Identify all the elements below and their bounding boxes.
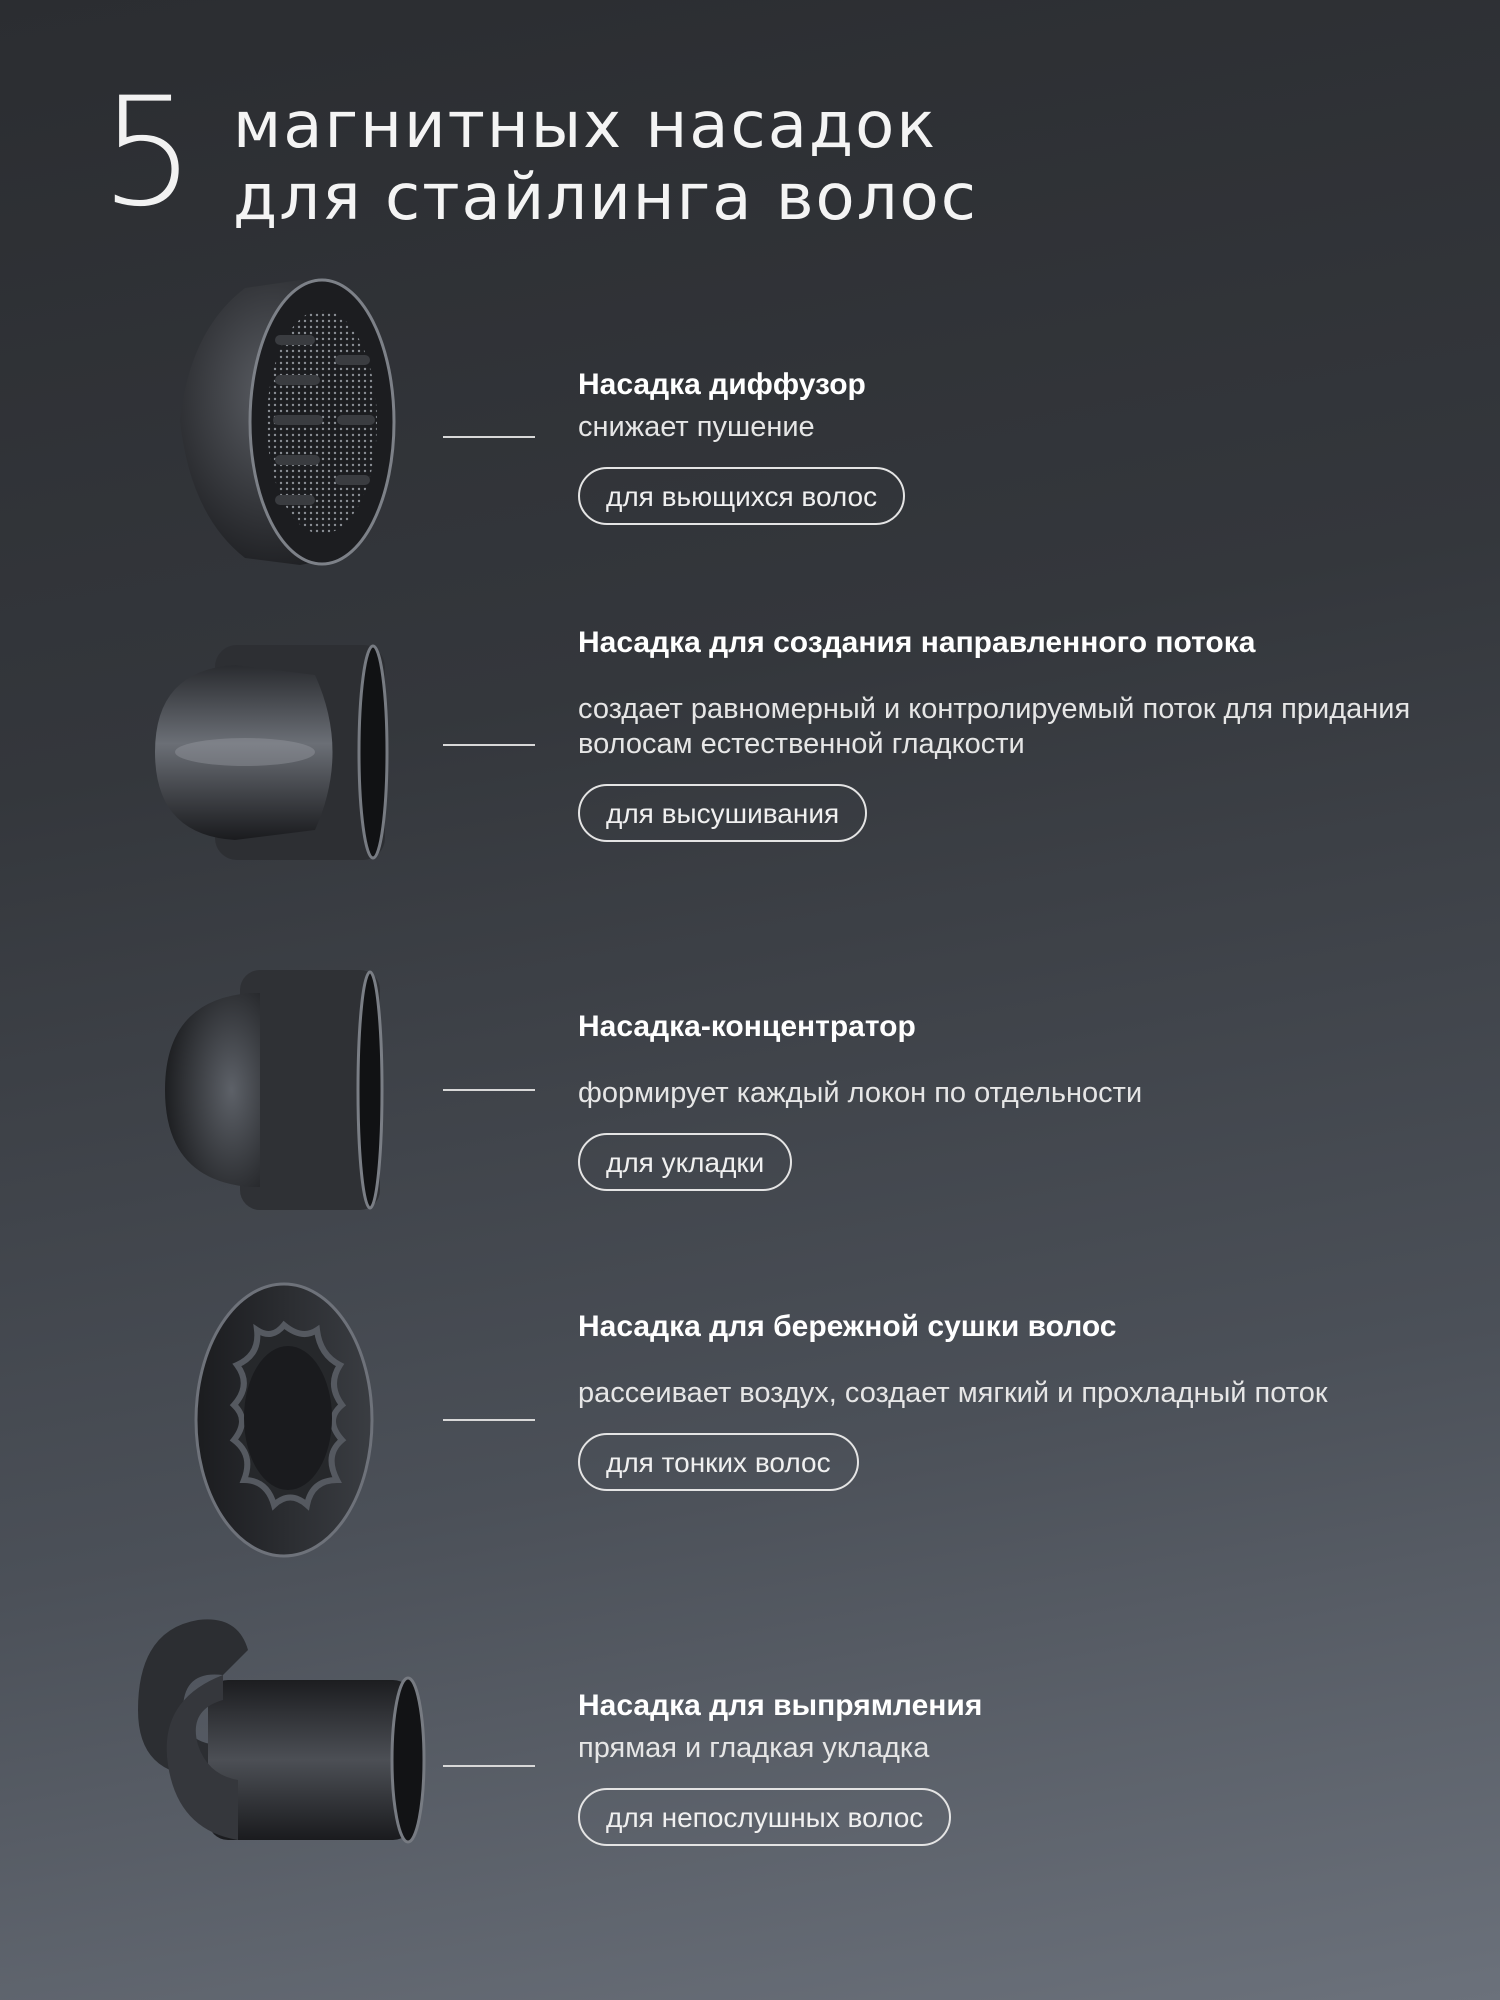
item-text: [578, 1687, 1458, 1846]
item-description: создает равномерный и контролируемый поток для придания волосам естественной гладкости: [578, 693, 1411, 760]
item-text: [578, 366, 1458, 525]
item-description: рассеивает воздух, создает мягкий и прохладный поток: [578, 1377, 1328, 1409]
item-title: Насадка для выпрямления: [578, 1689, 983, 1722]
item-title: Насадка для бережной сушки волос: [578, 1310, 1117, 1343]
item-text: [578, 1008, 1458, 1191]
item-tag: для укладки: [578, 1133, 792, 1191]
directed-flow-nozzle-icon: [145, 640, 395, 865]
diffuser-nozzle-icon: [170, 270, 400, 575]
connector-line: [443, 1419, 535, 1421]
item-description: снижает пушение: [578, 411, 815, 443]
item-title: Насадка для создания направленного потока: [578, 626, 1256, 659]
item-tag: для вьющихся волос: [578, 467, 905, 525]
item-title: Насадка диффузор: [578, 368, 866, 401]
gentle-dry-nozzle-icon: [192, 1280, 377, 1560]
item-description: формирует каждый локон по отдельности: [578, 1077, 1143, 1109]
item-description: прямая и гладкая укладка: [578, 1732, 930, 1764]
connector-line: [443, 436, 535, 438]
headline-title: [233, 90, 1133, 234]
item-text: [578, 624, 1458, 842]
item-title: Насадка-концентратор: [578, 1010, 916, 1043]
connector-line: [443, 1765, 535, 1767]
item-tag: для непослушных волос: [578, 1788, 951, 1846]
concentrator-nozzle-icon: [160, 965, 390, 1215]
connector-line: [443, 1089, 535, 1091]
item-text: [578, 1308, 1458, 1491]
headline-line-2: для стайлинга волос: [233, 161, 978, 235]
headline-line-1: магнитных насадок: [233, 89, 937, 163]
headline-number: 5: [100, 66, 196, 240]
item-tag: для тонких волос: [578, 1433, 859, 1491]
item-tag: для высушивания: [578, 784, 867, 842]
straightening-nozzle-icon: [128, 1615, 430, 1855]
connector-line: [443, 744, 535, 746]
